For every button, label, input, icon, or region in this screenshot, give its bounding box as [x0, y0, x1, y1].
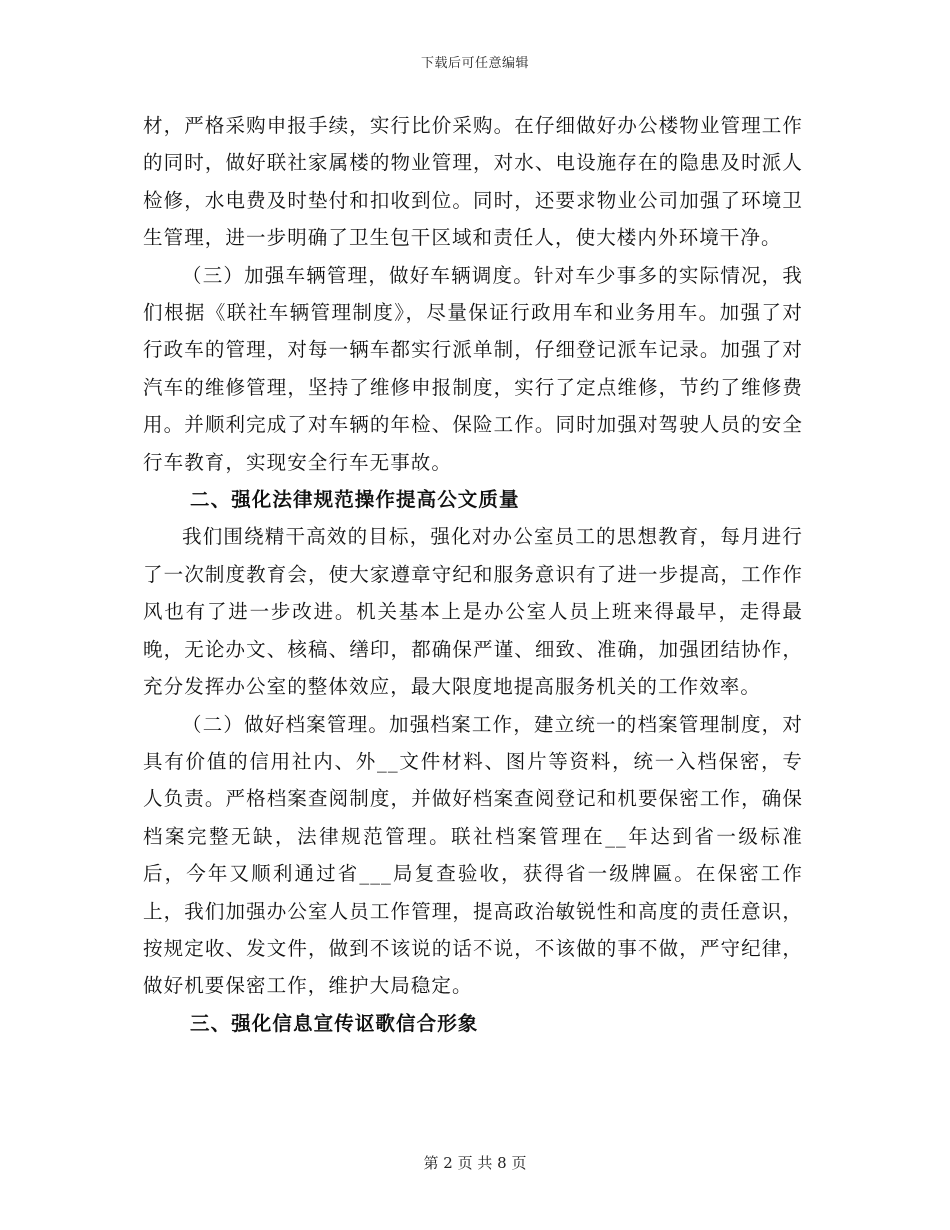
paragraph-property-management: 材，严格采购申报手续，实行比价采购。在仔细做好办公楼物业管理工作的同时，做好联社家属楼的物业管理，对水、电设施存在的隐患及时派人检修，水电费及时垫付和扣收到位。同时，还要求物业公司加强了环境卫生管理，进一步明确了卫生包干区域和责任人，使大楼内外环境干净。: [143, 114, 803, 250]
document-body: [143, 107, 803, 1042]
paragraph-staff-education: 我们围绕精干高效的目标，强化对办公室员工的思想教育，每月进行了一次制度教育会，使大家遵章守纪和服务意识有了进一步提高，工作作风也有了进一步改进。机关基本上是办公室人员上班来得最早，走得最晚，无论办文、核稿、缮印，都确保严谨、细致、准确，加强团结协作，充分发挥办公室的整体效应，最大限度地提高服务机关的工作效率。: [143, 525, 803, 699]
paragraph-archive-management: （二）做好档案管理。加强档案工作，建立统一的档案管理制度，对具有价值的信用社内、外__文件材料、图片等资料，统一入档保密，专人负责。严格档案查阅制度，并做好档案查阅登记和机要保密工作，确保档案完整无缺，法律规范管理。联社档案管理在__年达到省一级标准后，今年又顺利通过省___局复查验收，获得省一级牌匾。在保密工作上，我们加强办公室人员工作管理，提高政治敏锐性和高度的责任意识，按规定收、发文件，做到不该说的话不说，不该做的事不做，严守纪律，做好机要保密工作，维护大局稳定。: [143, 712, 803, 998]
section-heading-3: 三、强化信息宣传讴歌信合形象: [190, 1011, 479, 1035]
page-header-note: 下载后可任意编辑: [420, 56, 529, 71]
section-heading-2: 二、强化法律规范操作提高公文质量: [190, 488, 520, 512]
paragraph-vehicle-management: （三）加强车辆管理，做好车辆调度。针对车少事多的实际情况，我们根据《联社车辆管理制度》，尽量保证行政用车和业务用车。加强了对行政车的管理，对每一辆车都实行派单制，仔细登记派车记录。加强了对汽车的维修管理，坚持了维修申报制度，实行了定点维修，节约了维修费用。并顺利完成了对车辆的年检、保险工作。同时加强对驾驶人员的安全行车教育，实现安全行车无事故。: [143, 263, 803, 474]
page-number: 第 2 页 共 8 页: [423, 1154, 527, 1172]
